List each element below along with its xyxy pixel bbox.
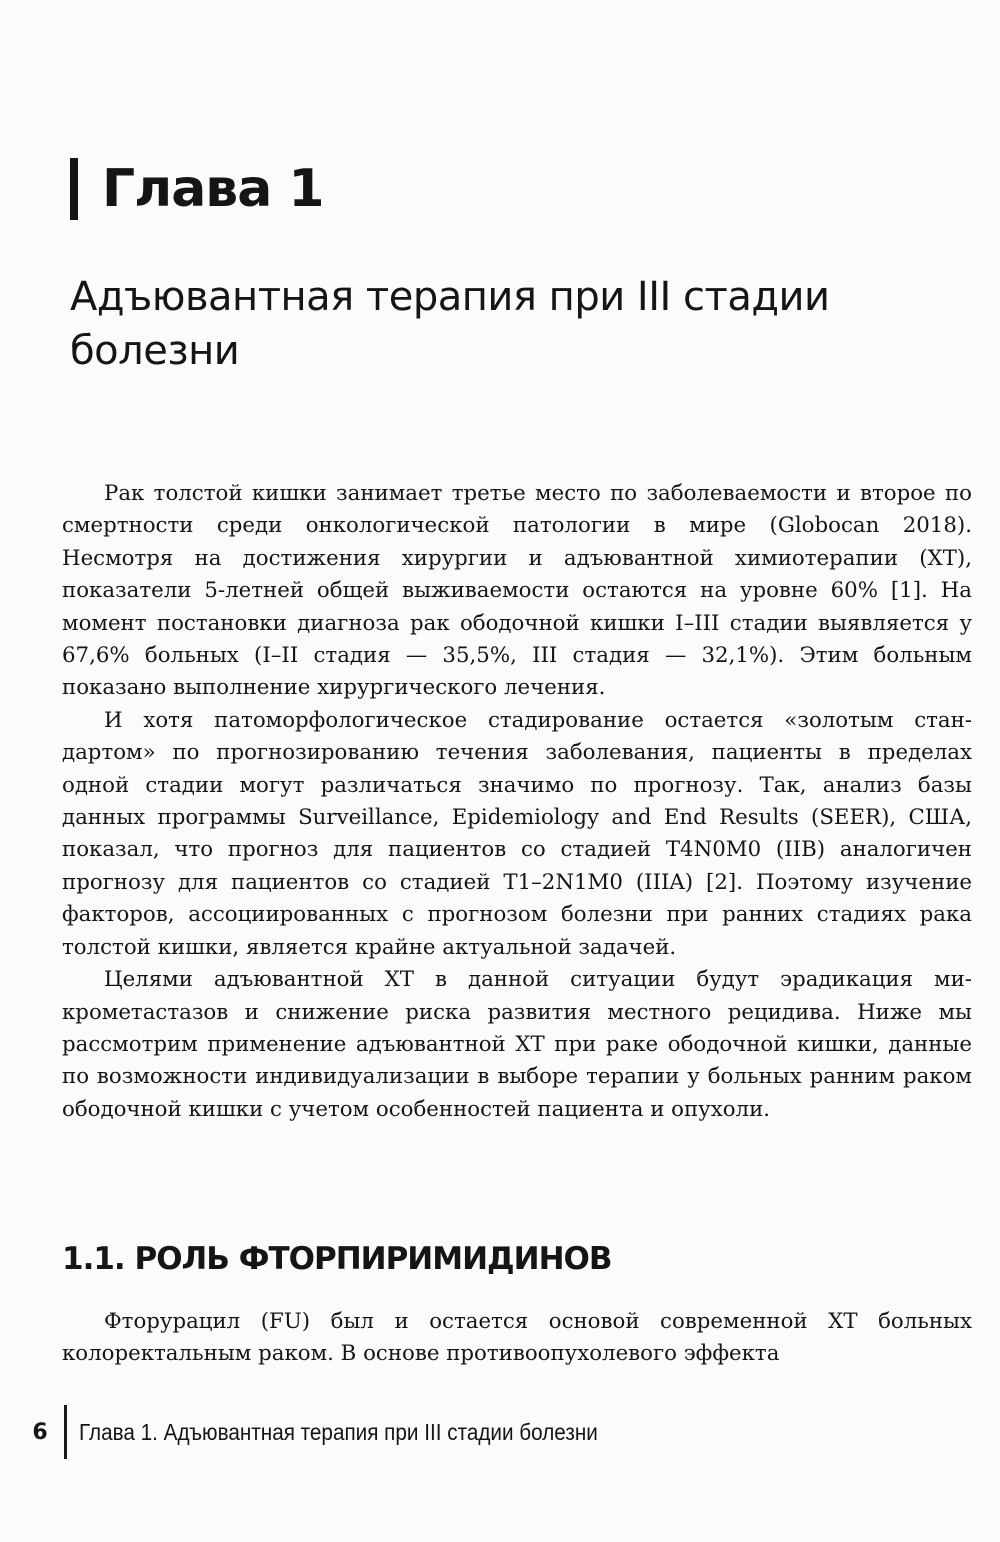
- chapter-label: Глава 1: [102, 159, 324, 219]
- footer-divider: [64, 1405, 67, 1459]
- chapter-bar-decoration: [70, 158, 78, 220]
- running-title: Глава 1. Адъювантная терапия при III стадии болезни: [79, 1418, 598, 1445]
- chapter-title: Адъювантная терапия при III стадии болезни: [70, 274, 830, 374]
- page-footer: [30, 1404, 655, 1460]
- section-heading: 1.1. РОЛЬ ФТОРПИРИМИДИНОВ: [62, 1241, 612, 1277]
- chapter-intro-text: [62, 478, 972, 1126]
- page-number: 6: [32, 1419, 48, 1445]
- paragraph: Целями адъювантной ХТ в данной ситуации будут эрадикация микрометастазов и снижение риска развития местного рецидива. Ниже мы рассмотрим применение адъювантной ХТ при раке ободочной кишки, данные по возможности индивидуализации в выборе терапии у больных ранним раком ободочной кишки с учетом особенностей пациента и опухоли.: [62, 967, 972, 1122]
- paragraph: И хотя патоморфологическое стадирование остается «золотым стандартом» по прогнозированию течения заболевания, пациенты в пределах одной стадии могут различаться значимо по прогнозу. Так, анализ базы данных программы Surveillance, Epidemiology and End Results (SEER), США, показал, что прогноз для пациентов со стадией T4N0M0 (IIB) аналогичен прогнозу для пациентов со стадией T1–2N1M0 (IIIA) [2]. Поэтому изучение факторов, ассоциированных с прогнозом болезни при ранних стадиях рака толстой кишки, является крайне актуальной задачей.: [62, 707, 972, 960]
- chapter-heading: [70, 154, 324, 224]
- paragraph: Рак толстой кишки занимает третье место по заболеваемости и второе по смертности среди онкологической патологии в мире (Globocan 2018). Несмотря на достижения хирургии и адъювантной химиотерапии (ХТ), показатели 5-летней общей выживаемости остаются на уровне 60% [1]. На момент постановки диагноза рак ободочной кишки I–III стадии выявляется у 67,6% больных (I–II стадия — 35,5%, III стадия — 32,1%). Этим больным показано выполнение хирургического лечения.: [62, 481, 972, 701]
- paragraph: Фторурацил (FU) был и остается основой современной ХТ больных колоректальным раком. В основе противоопухолевого эффекта: [62, 1309, 972, 1367]
- section-text: [62, 1306, 972, 1371]
